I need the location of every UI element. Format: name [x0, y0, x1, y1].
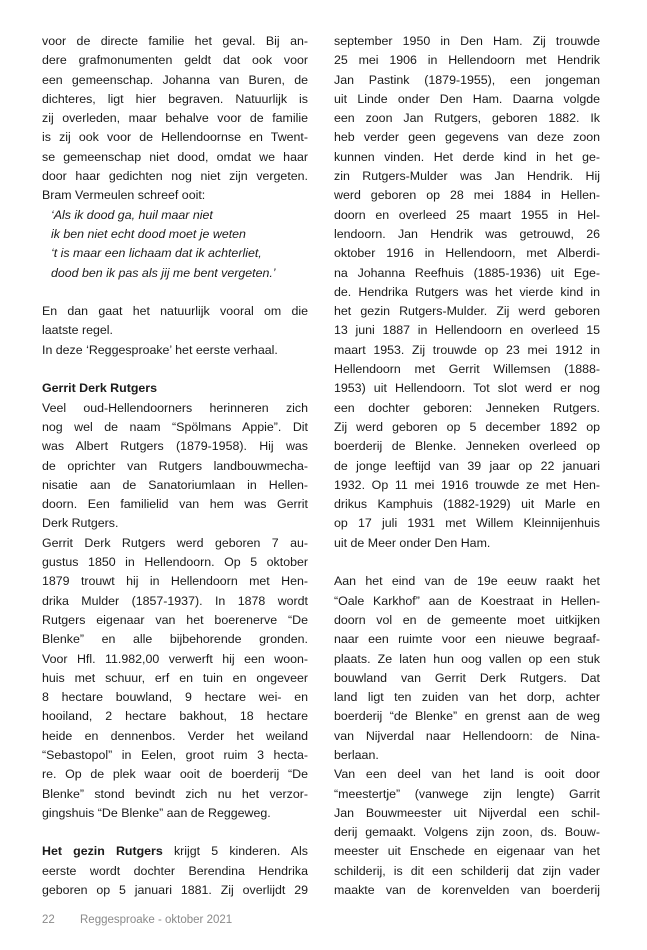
text-line: 1932. Op 11 mei 1916 trouwde ze met Hen- [334, 477, 600, 492]
text-line: derij gemaakt. Volgens zijn zoon, ds. Bouw- [334, 825, 600, 840]
publication-title: Reggesproake - oktober 2021 [80, 914, 233, 926]
text-line: maakte van de korenvelden van boerderij [334, 883, 600, 898]
text-line: was Albert Rutgers (1879-1958). Hij was [42, 439, 308, 454]
text-line: 13 juni 1887 in Hellendoorn en overleed 15 [334, 323, 600, 338]
page-number: 22 [42, 914, 55, 926]
text-line: Hellendoorn met Gerrit Willemsen (1888- [334, 362, 600, 377]
text-line: heide en dennenbos. Verder het weiland [42, 728, 308, 743]
text-line: Rutgers eigenaar van het boerenerve “De [42, 612, 308, 627]
text-line: Derk Rutgers. [42, 516, 119, 531]
text-line: lendoorn. Jan Hendrik was getrouwd, 26 [334, 226, 600, 241]
text-line: Jan Pastink (1879-1955), een jongeman [334, 72, 600, 87]
text-line [42, 842, 308, 861]
text-line: 8 hectare bouwland, 9 hectare wei- en [42, 690, 308, 705]
text-line: doorn vol en de gemeente moet uitkijken [334, 612, 600, 627]
text-line: een dochter geboren: Jenneken Rutgers. [334, 400, 600, 415]
text-line: maart 1953. Zij trouwde op 23 mei 1912 in [334, 342, 600, 357]
text-line: naar een ruimte voor een nieuwe begraaf- [334, 632, 600, 647]
text-line: de. Hendrika Rutgers was het vierde kind in [334, 284, 600, 299]
poem-line: ik ben niet echt dood moet je weten [51, 226, 246, 241]
paragraph-gap [334, 553, 600, 572]
text-line: Aan het eind van de 19e eeuw raakt het [334, 574, 600, 589]
text-line: het gezin Rutgers-Mulder. Zij werd geboren [334, 304, 600, 319]
text-line: drika Mulder (1857-1937). In 1878 wordt [42, 593, 308, 608]
text-line: Bram Vermeulen schreef ooit: [42, 188, 206, 203]
text-line: nog wel de naam “Spölmans Appie”. Dit [42, 419, 308, 434]
text-line: doorn en overleed 25 maart 1955 in Hel- [334, 207, 600, 222]
paragraph-gap [42, 283, 308, 302]
text-line: oktober 1916 in Hellendoorn, met Alberdi- [334, 246, 600, 261]
text-line: zij overleden, maar behalve voor de familie [42, 111, 308, 126]
text-line: re. Op de plek waar ooit de boerderij “De [42, 767, 308, 782]
text-line: een zoon Jan Rutgers, geboren 1882. Ik [334, 111, 600, 126]
text-line: nisatie aan de Sanatoriumlaan in Hellen- [42, 477, 308, 492]
text-line: boerderij de Blenke. Jenneken overleed op [334, 439, 600, 454]
text-line: de jonge leeftijd van 39 jaar op 22 januari [334, 458, 600, 473]
text-line: Jan Bouwmeester uit Nijverdal een schil- [334, 805, 600, 820]
text-line: 1879 trouwt hij in Hellendoorn met Hen- [42, 574, 308, 589]
text-line: “Sebastopol” in Eelen, groot ruim 3 hecta- [42, 747, 308, 762]
text-line: na Johanna Reefhuis (1885-1936) uit Ege- [334, 265, 600, 280]
text-line: huis met schuur, erf en tuin en ongeveer [42, 670, 308, 685]
text-line: boerderij “de Blenke” en grenst aan de weg [334, 709, 600, 724]
text-line: “meestertje” (vanwege zijn lengte) Garrit [334, 786, 600, 801]
left-column [42, 32, 308, 900]
text-line: In deze ‘Reggesproake’ het eerste verhaal. [42, 342, 278, 357]
text-line: berlaan. [334, 747, 379, 762]
text-line: Veel oud-Hellendoorners herinneren zich [42, 400, 308, 415]
text-line: dichteres, ligt hier begraven. Natuurlijk is [42, 91, 308, 106]
text-line: meester uit Enschede en eigenaar van het [334, 844, 600, 859]
text-line: de oprichter van Rutgers landbouwmecha- [42, 458, 308, 473]
text-line: schilderij, is dit een schilderij dat zijn vader [334, 863, 600, 878]
text-line: Gerrit Derk Rutgers werd geboren 7 au- [42, 535, 308, 550]
text-line: op 17 juli 1931 met Willem Kleinnijenhuis [334, 516, 600, 531]
text-line: gingshuis “De Blenke” aan de Reggeweg. [42, 805, 271, 820]
paragraph-gap [42, 360, 308, 379]
section-heading: Gerrit Derk Rutgers [42, 381, 157, 396]
text-line: Zij werd geboren op 5 december 1892 op [334, 419, 600, 434]
text-line: kunnen vinden. Het derde kind in het ge- [334, 149, 600, 164]
text-line: doorn. Een familielid van hem was Gerrit [42, 497, 308, 512]
text-line: Van een deel van het land is ooit door [334, 767, 600, 782]
text-line: dere grafmonumenten geldt dat ook voor [42, 53, 308, 68]
poem-line: dood ben ik pas als jij me bent vergeten.’ [51, 265, 276, 280]
text-line: En dan gaat het natuurlijk vooral om die [42, 304, 308, 319]
text-line: 25 mei 1906 in Hellendoorn met Hendrik [334, 53, 600, 68]
text-line: land ligt ten zuiden van het dorp, achter [334, 690, 600, 705]
inline-heading: Het gezin Rutgers [42, 844, 163, 859]
text-line: door haar gedichten nog niet zijn vergeten. [42, 169, 308, 184]
text-line: heb verder geen gegevens van deze zoon [334, 130, 600, 145]
text-line: “Oale Karkhof” aan de Koestraat in Hellen- [334, 593, 600, 608]
paragraph-gap [42, 823, 308, 842]
text-line: bouwland van Gerrit Derk Rutgers. Dat [334, 670, 600, 685]
text-line: uit Linde onder Den Ham. Daarna volgde [334, 91, 600, 106]
text-line: uit de Meer onder Den Ham. [334, 535, 491, 550]
text-line: se gemeenschap niet dood, omdat we haar [42, 149, 308, 164]
text-line: voor de directe familie het geval. Bij an- [42, 34, 308, 48]
text-line: Blenke” en alle bijbehorende gronden. [42, 632, 308, 647]
text-line: Voor Hfl. 11.982,00 verwerft hij een woon- [42, 651, 308, 666]
poem-line: ‘t is maar een lichaam dat ik achterliet, [51, 246, 262, 261]
text-line: zin Rutgers-Mulder was Jan Hendrik. Hij [334, 169, 600, 184]
text-line: eerste wordt dochter Berendina Hendrika [42, 863, 308, 878]
text-line: een gemeenschap. Johanna van Buren, de [42, 72, 308, 87]
text-line: drikus Kamphuis (1882-1929) uit Marle en [334, 497, 600, 512]
poem-line: ‘Als ik dood ga, huil maar niet [51, 207, 213, 222]
text-line: geboren op 5 januari 1881. Zij overlijdt 29 [42, 883, 308, 898]
text-line: september 1950 in Den Ham. Zij trouwde [334, 34, 600, 48]
text-line: hooiland, 2 hectare bakhout, 18 hectare [42, 709, 308, 724]
text-line: werd geboren op 28 mei 1884 in Hellen- [334, 188, 600, 203]
text-line: van Nijverdal naar Hellendoorn: de Nina- [334, 728, 600, 743]
text-line: laatste regel. [42, 323, 113, 338]
right-column [334, 32, 600, 900]
text-fragment: krijgt 5 kinderen. Als [162, 844, 308, 859]
page-footer [42, 914, 254, 926]
text-line: plaats. Ze laten hun oog vallen op een stuk [334, 651, 600, 666]
text-line: Blenke” stond bevindt zich nu het verzor- [42, 786, 308, 801]
text-line: is zij ook voor de Hellendoornse en Twent- [42, 130, 308, 145]
text-line: gustus 1850 in Hellendoorn. Op 5 oktober [42, 555, 308, 570]
text-line: 1953) uit Hellendoorn. Tot slot werd er nog [334, 381, 600, 396]
